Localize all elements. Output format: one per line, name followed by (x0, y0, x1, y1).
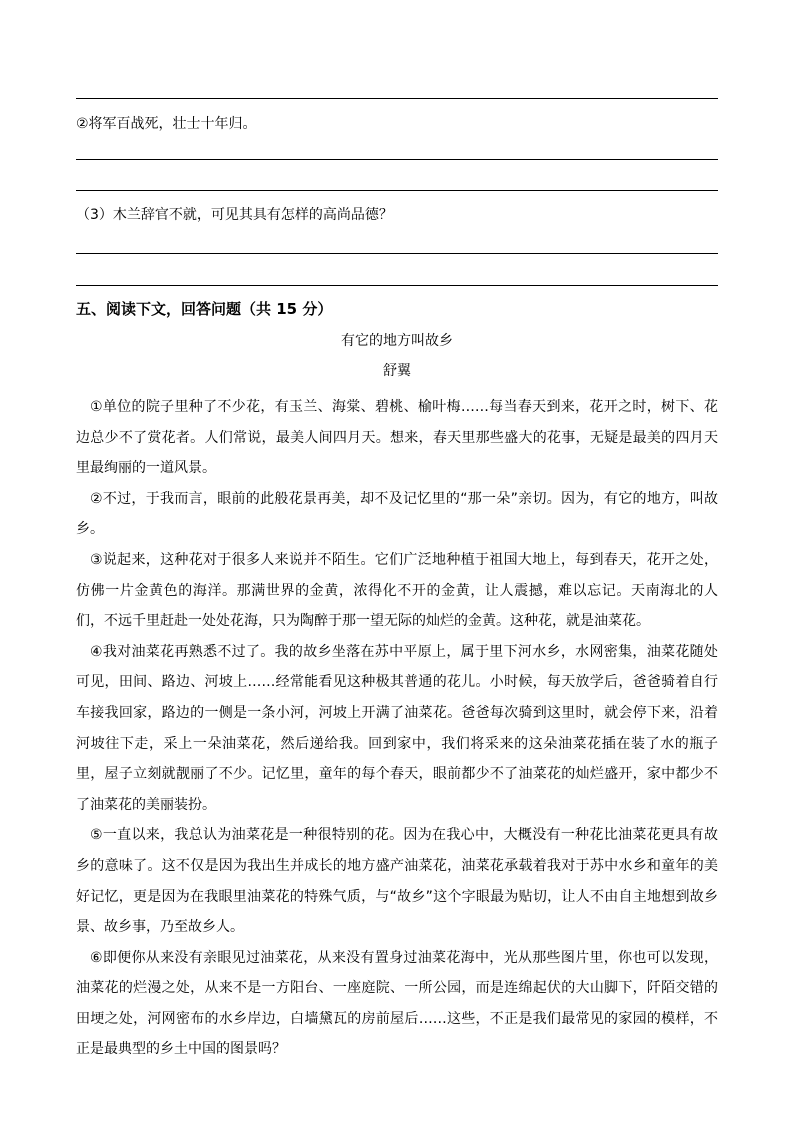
question-item-2: ②将军百战死，壮士十年归。 (76, 116, 257, 132)
answer-line (76, 190, 718, 191)
article-title: 有它的地方叫故乡 (341, 333, 453, 349)
question-3: （3）木兰辞官不就，可见其具有怎样的高尚品德？ (76, 207, 393, 223)
section-heading: 五、阅读下文，回答问题（共 15 分） (76, 300, 333, 318)
paragraph: ⑥即便你从来没有亲眼见过油菜花，从来没有置身过油菜花海中，光从那些图片里，你也可以发现，油菜花的烂漫之处，从来不是一方阳台、一座庭院、一所公园，而是连绵起伏的大山脚下，阡陌交错的田埂之处，河网密布的水乡岸边，白墙黛瓦的房前屋后……这些，不正是我们最常见的家园的模样，不正是最典型的乡土中国的图景吗？ (76, 949, 718, 1058)
article-body (76, 392, 718, 1065)
paragraph: ②不过，于我而言，眼前的此般花景再美，却不及记忆里的“那一朵”亲切。因为，有它的地方，叫故乡。 (76, 490, 718, 538)
article-author: 舒翼 (383, 363, 411, 379)
answer-line (76, 285, 718, 286)
answer-line (76, 253, 718, 254)
answer-line (76, 98, 718, 99)
paragraph: ④我对油菜花再熟悉不过了。我的故乡坐落在苏中平原上，属于里下河水乡，水网密集，油菜花随处可见，田间、路边、河坡上……经常能看见这种极其普通的花儿。小时候，每天放学后，爸爸骑着自行车接我回家，路边的一侧是一条小河，河坡上开满了油菜花。爸爸每次骑到这里时，就会停下来，沿着河坡往下走，采上一朵油菜花，然后递给我。回到家中，我们将采来的这朵油菜花插在装了水的瓶子里，屋子立刻就靓丽了不少。记忆里，童年的每个春天，眼前都少不了油菜花的灿烂盛开，家中都少不了油菜花的美丽装扮。 (76, 643, 718, 813)
paragraph: ③说起来，这种花对于很多人来说并不陌生。它们广泛地种植于祖国大地上，每到春天，花开之处，仿佛一片金黄色的海洋。那满世界的金黄，浓得化不开的金黄，让人震撼，难以忘记。天南海北的人们，不远千里赶赴一处处花海，只为陶醉于那一望无际的灿烂的金黄。这种花，就是油菜花。 (76, 551, 718, 630)
answer-line (76, 159, 718, 160)
paragraph: ⑤一直以来，我总认为油菜花是一种很特别的花。因为在我心中，大概没有一种花比油菜花更具有故乡的意味了。这不仅是因为我出生并成长的地方盛产油菜花，油菜花承载着我对于苏中水乡和童年的美好记忆，更是因为在我眼里油菜花的特殊气质，与“故乡”这个字眼最为贴切，让人不由自主地想到故乡景、故乡事，乃至故乡人。 (76, 827, 718, 936)
paragraph: ①单位的院子里种了不少花，有玉兰、海棠、碧桃、榆叶梅……每当春天到来，花开之时，树下、花边总少不了赏花者。人们常说，最美人间四月天。想来，春天里那些盛大的花事，无疑是最美的四月天里最绚丽的一道风景。 (76, 399, 718, 477)
